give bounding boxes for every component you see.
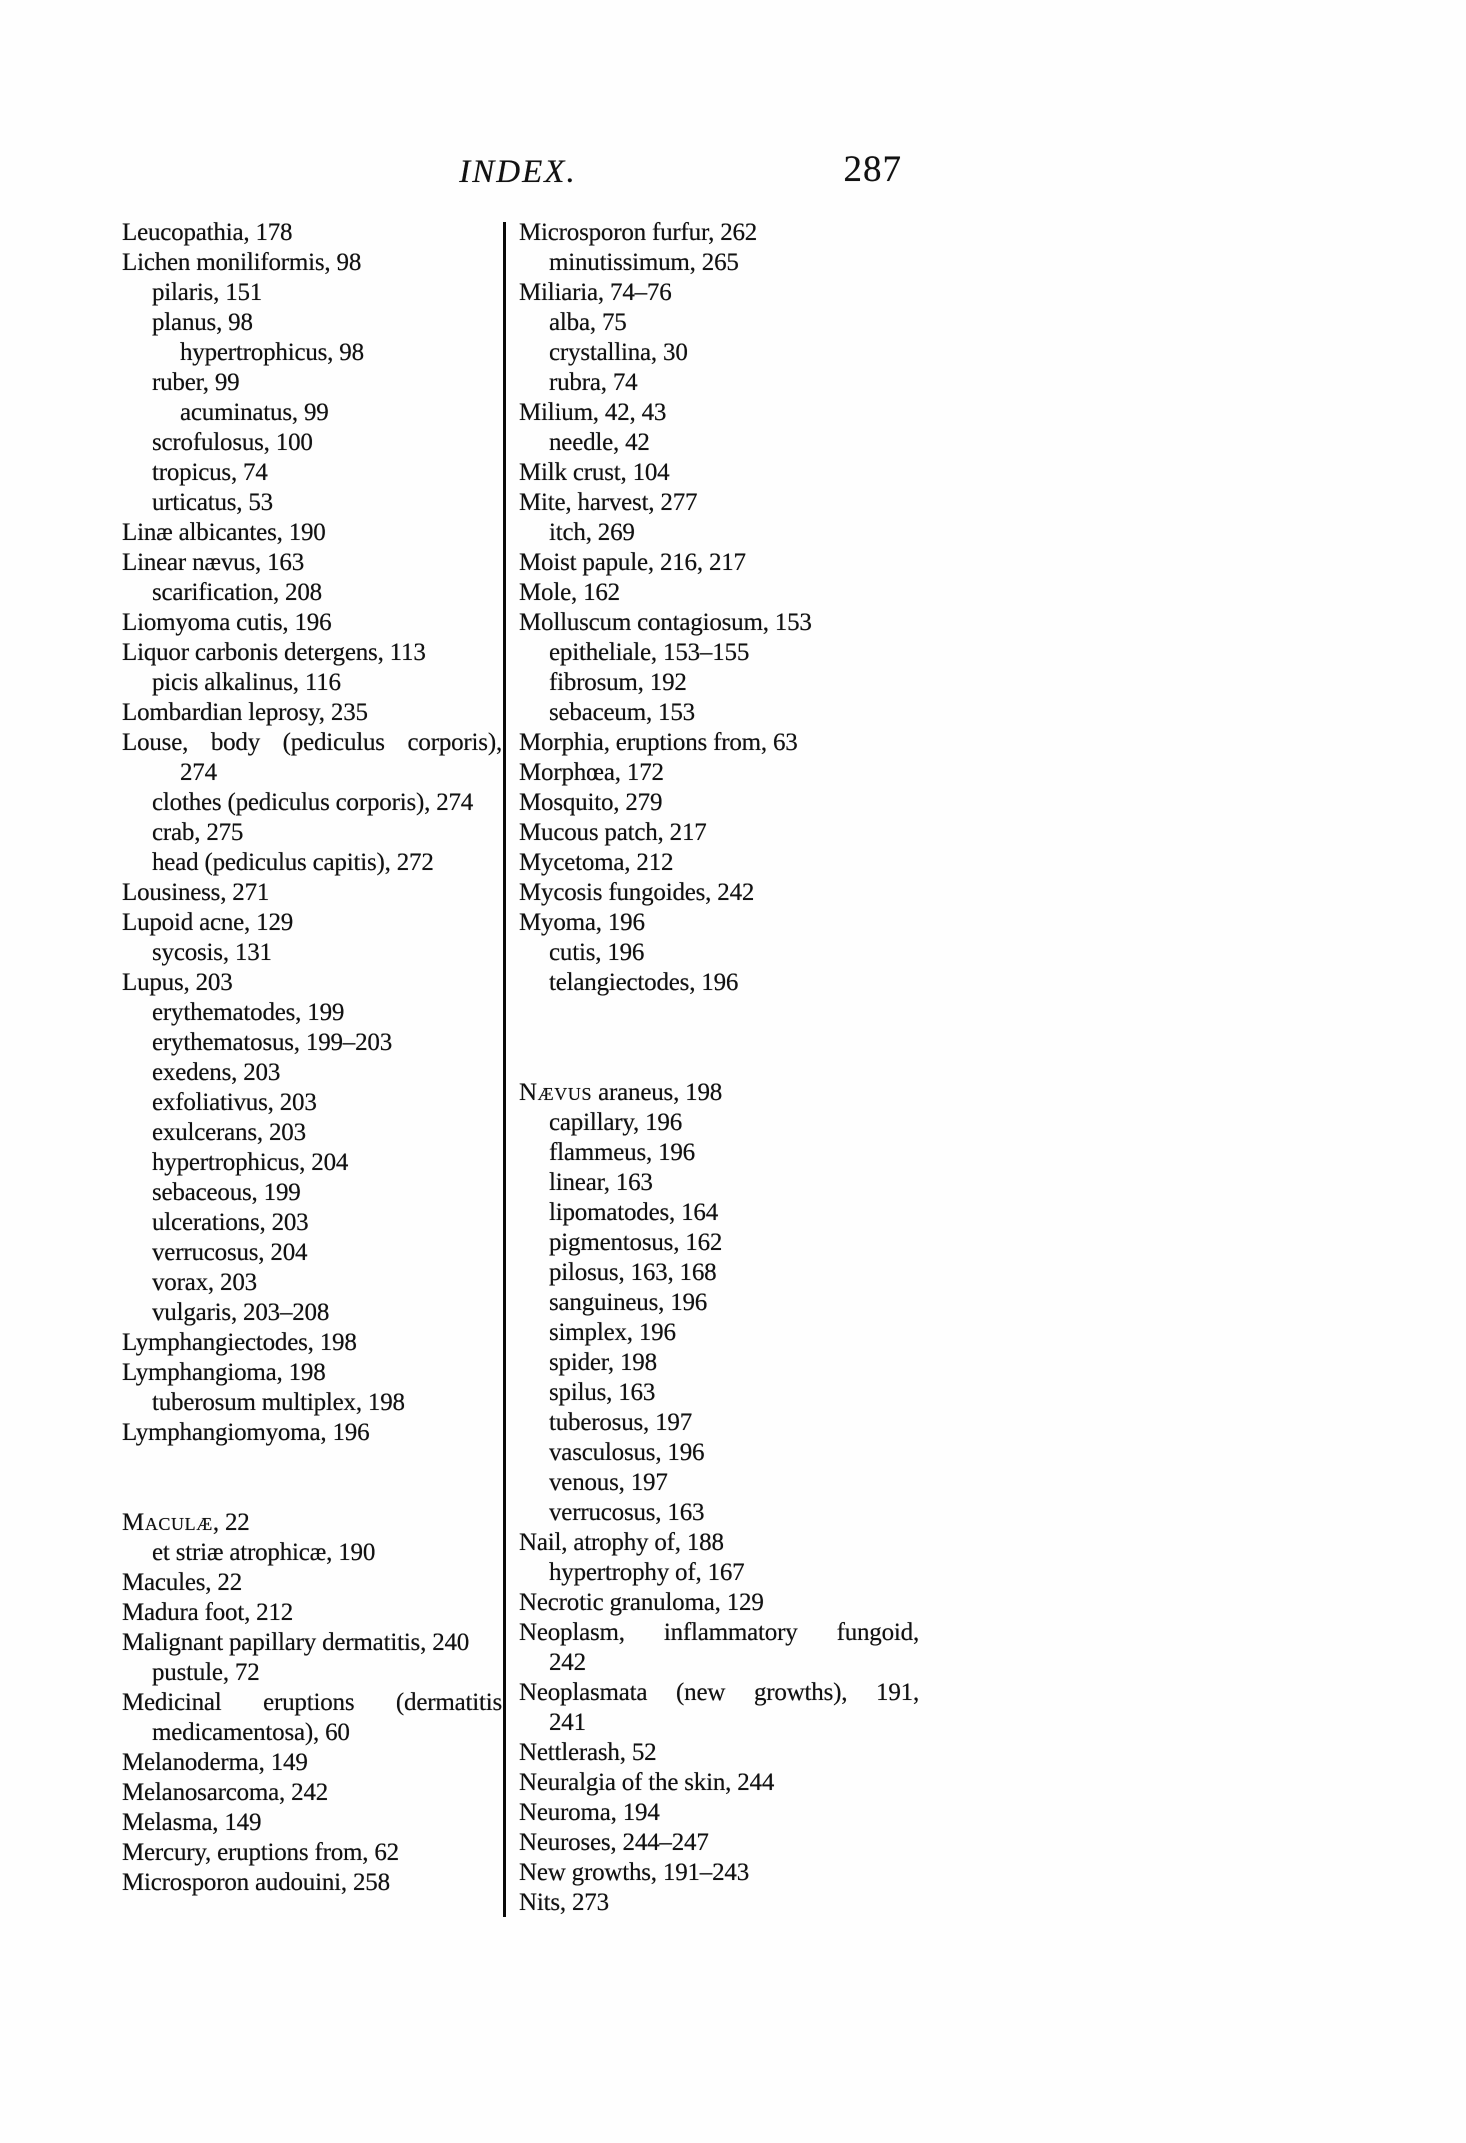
index-entry-line: erythematodes, 199 [152, 999, 345, 1026]
column-divider-rule [503, 222, 506, 1917]
index-entry-line: cutis, 196 [549, 939, 645, 966]
index-entry-line: Malignant papillary dermatitis, 240 [122, 1629, 470, 1656]
index-entry-line: Necrotic granuloma, 129 [519, 1589, 764, 1616]
index-entry-line: 242 [549, 1649, 586, 1676]
index-entry-line: Nævus araneus, 198 [519, 1079, 723, 1106]
index-entry-line: Milium, 42, 43 [519, 399, 667, 426]
index-entry-line: vulgaris, 203–208 [152, 1299, 330, 1326]
index-entry-line: simplex, 196 [549, 1319, 676, 1346]
index-entry-line: telangiectodes, 196 [549, 969, 739, 996]
index-entry-line: Molluscum contagiosum, 153 [519, 609, 812, 636]
index-entry-line: Lombardian leprosy, 235 [122, 699, 368, 726]
index-entry-line: Myoma, 196 [519, 909, 645, 936]
index-entry-line: Mycetoma, 212 [519, 849, 674, 876]
index-entry-line: tuberosum multiplex, 198 [152, 1389, 405, 1416]
index-entry-line: Mole, 162 [519, 579, 620, 606]
index-entry-line: pigmentosus, 162 [549, 1229, 723, 1256]
index-entry-line: pilaris, 151 [152, 279, 263, 306]
index-entry-line: 274 [180, 759, 217, 786]
index-entry-line: venous, 197 [549, 1469, 668, 1496]
index-entry-line: ulcerations, 203 [152, 1209, 309, 1236]
index-entry-line: verrucosus, 163 [549, 1499, 705, 1526]
index-entry-line: Melanosarcoma, 242 [122, 1779, 329, 1806]
index-entry-line: erythematosus, 199–203 [152, 1029, 393, 1056]
index-column-right [519, 218, 919, 1918]
index-entry-line: sebaceum, 153 [549, 699, 695, 726]
index-entry-line: scarification, 208 [152, 579, 322, 606]
index-entry-line: Leucopathia, 178 [122, 219, 293, 246]
index-entry-line: Lymphangiectodes, 198 [122, 1329, 357, 1356]
index-entry-line: Maculæ, 22 [122, 1509, 250, 1536]
index-entry-line: hypertrophicus, 204 [152, 1149, 349, 1176]
index-entry-line: Linear nævus, 163 [122, 549, 304, 576]
index-entry-line: rubra, 74 [549, 369, 638, 396]
index-entry-line: vorax, 203 [152, 1269, 257, 1296]
index-entry-line: crystallina, 30 [549, 339, 688, 366]
index-entry-line: New growths, 191–243 [519, 1859, 750, 1886]
index-entry-line: Mercury, eruptions from, 62 [122, 1839, 399, 1866]
index-entry-line: Neuroses, 244–247 [519, 1829, 709, 1856]
index-entry-line: Melasma, 149 [122, 1809, 262, 1836]
page-number: 287 [843, 149, 902, 190]
index-entry-line: Miliaria, 74–76 [519, 279, 672, 306]
index-entry-line: alba, 75 [549, 309, 627, 336]
index-entry-line: acuminatus, 99 [180, 399, 329, 426]
index-headword-smallcaps: Nævus [519, 1079, 593, 1106]
index-entry-line: et striæ atrophicæ, 190 [152, 1539, 376, 1566]
index-entry-line: sebaceous, 199 [152, 1179, 301, 1206]
index-entry-line: hypertrophy of, 167 [549, 1559, 745, 1586]
index-entry-line: Nail, atrophy of, 188 [519, 1529, 724, 1556]
index-entry-line: exedens, 203 [152, 1059, 281, 1086]
index-entry-line: Mite, harvest, 277 [519, 489, 698, 516]
index-entry-line: Macules, 22 [122, 1569, 242, 1596]
index-entry-line: Mucous patch, 217 [519, 819, 707, 846]
index-entry-line: linear, 163 [549, 1169, 653, 1196]
index-entry-line: verrucosus, 204 [152, 1239, 308, 1266]
index-entry-line: pilosus, 163, 168 [549, 1259, 717, 1286]
index-entry-line: Lymphangiomyoma, 196 [122, 1419, 370, 1446]
index-entry-line: Neoplasmata (new growths), 191, [519, 1679, 919, 1706]
index-entry-line: Morphœa, 172 [519, 759, 664, 786]
index-entry-line: Mosquito, 279 [519, 789, 663, 816]
index-entry-line: pustule, 72 [152, 1659, 260, 1686]
index-entry-line: sycosis, 131 [152, 939, 272, 966]
index-entry-line: fibrosum, 192 [549, 669, 687, 696]
index-entry-line: urticatus, 53 [152, 489, 273, 516]
index-entry-line: Linæ albicantes, 190 [122, 519, 326, 546]
index-entry-line: Neuralgia of the skin, 244 [519, 1769, 775, 1796]
index-entry-line: planus, 98 [152, 309, 253, 336]
page-title: INDEX. [459, 154, 577, 190]
index-entry-line: Microsporon audouini, 258 [122, 1869, 390, 1896]
index-entry-line: sanguineus, 196 [549, 1289, 708, 1316]
index-entry-line: Mycosis fungoides, 242 [519, 879, 755, 906]
index-entry-line: spilus, 163 [549, 1379, 656, 1406]
index-entry-line: exfoliativus, 203 [152, 1089, 317, 1116]
index-entry-line: tuberosus, 197 [549, 1409, 693, 1436]
index-entry-line: spider, 198 [549, 1349, 657, 1376]
index-entry-line: Moist papule, 216, 217 [519, 549, 746, 576]
index-entry-line: tropicus, 74 [152, 459, 268, 486]
index-entry-line: needle, 42 [549, 429, 650, 456]
index-entry-line: Nettlerash, 52 [519, 1739, 657, 1766]
index-entry-line: epitheliale, 153–155 [549, 639, 750, 666]
index-entry-line: crab, 275 [152, 819, 244, 846]
index-entry-line: Lousiness, 271 [122, 879, 270, 906]
index-entry-line: Lupus, 203 [122, 969, 233, 996]
index-entry-line: Neoplasm, inflammatory fungoid, [519, 1619, 919, 1646]
index-entry-line: Lupoid acne, 129 [122, 909, 294, 936]
index-entry-line: hypertrophicus, 98 [180, 339, 364, 366]
index-entry-line: ruber, 99 [152, 369, 240, 396]
index-entry-line: exulcerans, 203 [152, 1119, 306, 1146]
index-entry-line: Lichen moniliformis, 98 [122, 249, 362, 276]
index-entry-line: Madura foot, 212 [122, 1599, 294, 1626]
index-entry-line: Louse, body (pediculus corporis), [122, 729, 502, 756]
page-header [122, 150, 914, 200]
index-entry-line: Milk crust, 104 [519, 459, 670, 486]
index-entry-line: lipomatodes, 164 [549, 1199, 719, 1226]
index-entry-line: Microsporon furfur, 262 [519, 219, 758, 246]
index-column-left [122, 218, 502, 1898]
index-entry-line: Liomyoma cutis, 196 [122, 609, 332, 636]
index-content [122, 218, 922, 1918]
index-entry-line: capillary, 196 [549, 1109, 683, 1136]
index-entry-line: minutissimum, 265 [549, 249, 739, 276]
index-entry-line: vasculosus, 196 [549, 1439, 705, 1466]
index-entry-line: Nits, 273 [519, 1889, 609, 1916]
index-entry-line: Lymphangioma, 198 [122, 1359, 326, 1386]
index-entry-line: scrofulosus, 100 [152, 429, 313, 456]
index-headword-smallcaps: Maculæ [122, 1509, 213, 1536]
index-entry-line: Neuroma, 194 [519, 1799, 660, 1826]
index-entry-line: head (pediculus capitis), 272 [152, 849, 434, 876]
index-entry-line: picis alkalinus, 116 [152, 669, 341, 696]
index-entry-line: medicamentosa), 60 [152, 1719, 350, 1746]
index-entry-line: flammeus, 196 [549, 1139, 695, 1166]
index-entry-line: 241 [549, 1709, 586, 1736]
index-entry-line: Medicinal eruptions (dermatitis [122, 1689, 502, 1716]
index-entry-line: itch, 269 [549, 519, 635, 546]
index-entry-line: Melanoderma, 149 [122, 1749, 308, 1776]
index-entry-line: Morphia, eruptions from, 63 [519, 729, 798, 756]
index-entry-line: Liquor carbonis detergens, 113 [122, 639, 426, 666]
index-entry-line: clothes (pediculus corporis), 274 [152, 789, 474, 816]
